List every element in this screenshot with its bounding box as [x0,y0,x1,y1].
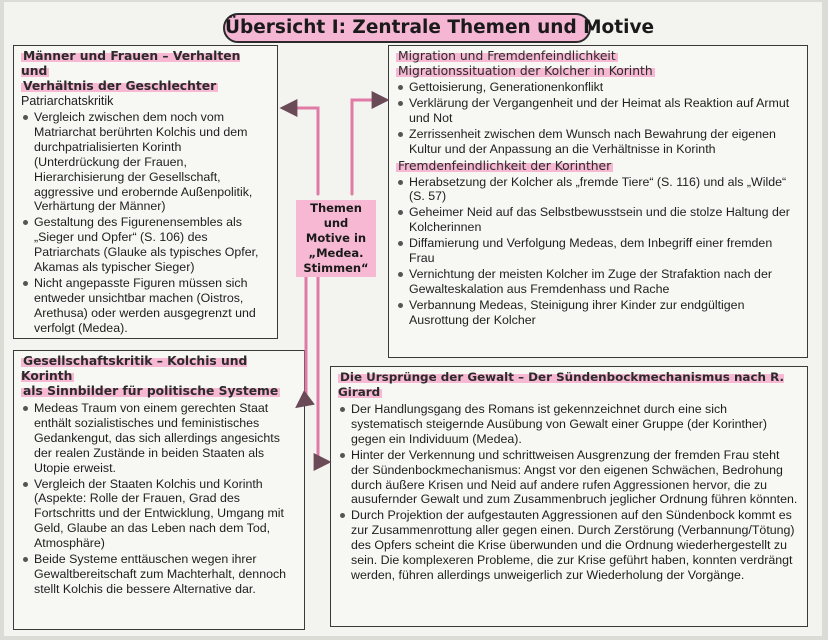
heading-line: Verhältnis der Geschlechter [23,79,217,93]
list-item: Vergleich der Staaten Kolchis und Korinth (Aspekte: Rolle der Frauen, Grad des Fortschritts und der Entwicklung, Umgang mit Geld, Glaube an das Leben nach dem Tod, Atmosphäre) [21,477,297,552]
list-item: Herabsetzung der Kolcher als „fremde Tiere“ (S. 116) und als „Wilde“ (S. 57) [396,175,800,205]
list-item: Medeas Traum von einem gerechten Staat enthält sozialistisches und feministisches Gedankengut, das sich allerdings angesichts der realen Zustände in beiden Staaten als Utopie erweist. [21,401,297,476]
page-title: Übersicht I: Zentrale Themen und Motive [223,13,591,43]
list-item: Verklärung der Vergangenheit und der Heimat als Reaktion auf Armut und Not [396,96,800,126]
heading-line: Migration und Fremdenfeindlichkeit [398,49,616,63]
list-item: Geheimer Neid auf das Selbstbewusstsein und die stolze Haltung der Kolcherinnen [396,205,800,235]
subheading-text: Fremdenfeindlichkeit der Korinther [398,158,612,173]
list-item: Beide Systeme enttäuschen wegen ihrer Gewaltbereitschaft zum Machterhalt, dennoch stellt Kolchis die bessere Alternative dar. [21,552,297,597]
list-item: Nicht angepasste Figuren müssen sich entweder unsichtbar machen (Oistros, Arethusa) oder werden ausgegrenzt und verfolgt (Medea). [21,276,270,336]
list-item: Gestaltung des Figurenensembles als „Sieger und Opfer“ (S. 106) des Patriarchats (Glauke als typisches Opfer, Akamas als typischer Sieger) [21,215,270,275]
heading-line: Die Ursprünge der Gewalt – Der Sündenbockmechanismus nach R. Girard [338,370,784,399]
subheading-text: Migrationssituation der Kolcher in Korinth [398,64,653,78]
center-line: Stimmen“ [303,261,369,275]
arrow-to-top-right [352,100,386,194]
center-line: Themen und [310,201,362,230]
center-line: „Medea. [308,246,364,260]
arrow-to-top-left [283,108,318,194]
list-item: Zerrissenheit zwischen dem Wunsch nach Bewahrung der eigenen Kultur und der Anpassung an die Verhältnisse in Korinth [396,127,800,157]
center-topic-label [296,200,376,277]
arrow-to-bottom-right [318,268,328,462]
heading-line: Gesellschaftskritik – Kolchis und Korinth [21,354,248,383]
heading-line: als Sinnbilder für politische Systeme [23,384,279,398]
list-item: Durch Projektion der aufgestauten Aggressionen auf den Sündenbock kommt es zur Zusammenrottung aller gegen einen. Durch Zerstörung (Verbannung/Tötung) des Opfers scheint die Krise überwunden und die Ordnung wiederhergestellt zu sein. Die komplexeren Probleme, die zur Krise geführt haben, konnten verdrängt werden, führen allerdings unweigerlich zur Wiederholung der Vorgänge. [338,508,800,583]
list-item: Vergleich zwischen dem noch vom Matriarchat berührten Kolchis und dem durchpatrialisierten Korinth (Unterdrückung der Frauen, Hierarchisierung der Gesellschaft, aggressive und erobernde Außenpolitik, Verhärtung der Männer) [21,110,270,214]
list-item: Diffamierung und Verfolgung Medeas, dem Inbegriff einer fremden Frau [396,236,800,266]
arrow-to-bottom-left [298,268,306,406]
center-line: Motive in [305,231,367,245]
heading-line: Männer und Frauen – Verhalten und [21,49,241,78]
list-item: Hinter der Verkennung und schrittweisen Ausgrenzung der fremden Frau steht der Sündenbockmechanismus: Angst vor den eigenen Schwächen, Bedrohung durch äußere Krisen und Neid auf andere rufen Aggressionen hervor, die zu ausufernder Gewalt und zum Zusammenbruch jeglicher Ordnung führen könnten. [338,448,800,508]
list-item: Gettoisierung, Generationenkonflikt [396,80,800,95]
list-item: Verbannung Medeas, Steinigung ihrer Kinder zur endgültigen Ausrottung der Kolcher [396,298,800,328]
list-item: Vernichtung der meisten Kolcher im Zuge der Strafaktion nach der Gewalteskalation aus Fremdenhass und Rache [396,267,800,297]
list-item: Der Handlungsgang des Romans ist gekennzeichnet durch eine sich systematisch steigernde Ausübung von Gewalt einer Gruppe (der Korinther) gegen ein Individuum (Medea). [338,402,800,447]
subheading: Patriarchatskritik [21,94,114,108]
